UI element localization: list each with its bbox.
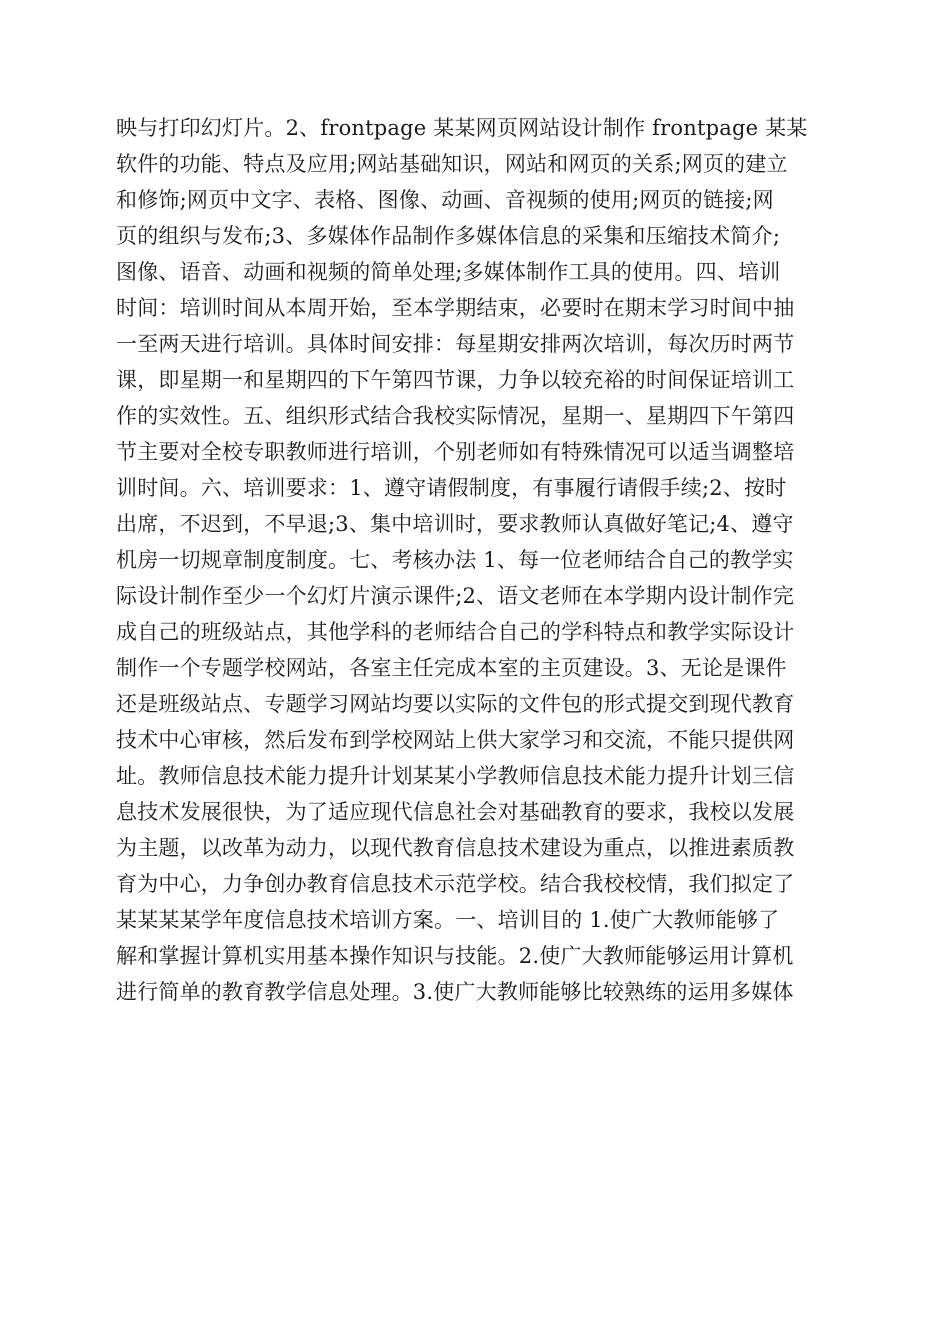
- text-line: 一至两天进行培训。具体时间安排：每星期安排两次培训，每次历时两节: [116, 332, 795, 356]
- text-line: 际设计制作至少一个幻灯片演示课件;2、语文老师在本学期内设计制作完: [116, 584, 795, 608]
- text-line: 制作一个专题学校网站，各室主任完成本室的主页建设。3、无论是课件: [116, 656, 787, 680]
- text-line: 技术中心审核，然后发布到学校网站上供大家学习和交流，不能只提供网: [116, 728, 795, 752]
- text-line: 课，即星期一和星期四的下午第四节课，力争以较充裕的时间保证培训工: [116, 368, 795, 392]
- text-line: 机房一切规章制度制度。七、考核办法 1、每一位老师结合自己的教学实: [116, 548, 794, 572]
- text-line: 训时间。六、培训要求：1、遵守请假制度，有事履行请假手续;2、按时: [116, 476, 787, 500]
- text-line: 节主要对全校专职教师进行培训，个别老师如有特殊情况可以适当调整培: [116, 440, 795, 464]
- text-line: 映与打印幻灯片。2、frontpage 某某网页网站设计制作 frontpage 某某: [116, 116, 808, 140]
- text-line: 某某某某学年度信息技术培训方案。一、培训目的 1.使广大教师能够了: [116, 908, 780, 932]
- text-line: 和修饰;网页中文字、表格、图像、动画、音视频的使用;网页的链接;网: [116, 188, 774, 212]
- body-text: [116, 110, 836, 1010]
- text-line: 为主题，以改革为动力，以现代教育信息技术建设为重点，以推进素质教: [116, 836, 795, 860]
- text-line: 息技术发展很快，为了适应现代信息社会对基础教育的要求，我校以发展: [116, 800, 795, 824]
- text-line: 页的组织与发布;3、多媒体作品制作多媒体信息的采集和压缩技术简介;: [116, 224, 781, 248]
- text-line: 时间：培训时间从本周开始，至本学期结束，必要时在期末学习时间中抽: [116, 296, 795, 320]
- text-line: 软件的功能、特点及应用;网站基础知识，网站和网页的关系;网页的建立: [116, 152, 788, 176]
- text-line: 进行简单的教育教学信息处理。3.使广大教师能够比较熟练的运用多媒体: [116, 980, 794, 1004]
- text-line: 图像、语音、动画和视频的简单处理;多媒体制作工具的使用。四、培训: [116, 260, 781, 284]
- text-line: 址。教师信息技术能力提升计划某某小学教师信息技术能力提升计划三信: [116, 764, 795, 788]
- text-line: 还是班级站点、专题学习网站均要以实际的文件包的形式提交到现代教育: [116, 692, 795, 716]
- text-line: 作的实效性。五、组织形式结合我校实际情况，星期一、星期四下午第四: [116, 404, 795, 428]
- text-line: 育为中心，力争创办教育信息技术示范学校。结合我校校情，我们拟定了: [116, 872, 795, 896]
- text-line: 出席，不迟到，不早退;3、集中培训时，要求教师认真做好笔记;4、遵守: [116, 512, 794, 536]
- text-line: 成自己的班级站点，其他学科的老师结合自己的学科特点和教学实际设计: [116, 620, 795, 644]
- text-line: 解和掌握计算机实用基本操作知识与技能。2.使广大教师能够运用计算机: [116, 944, 794, 968]
